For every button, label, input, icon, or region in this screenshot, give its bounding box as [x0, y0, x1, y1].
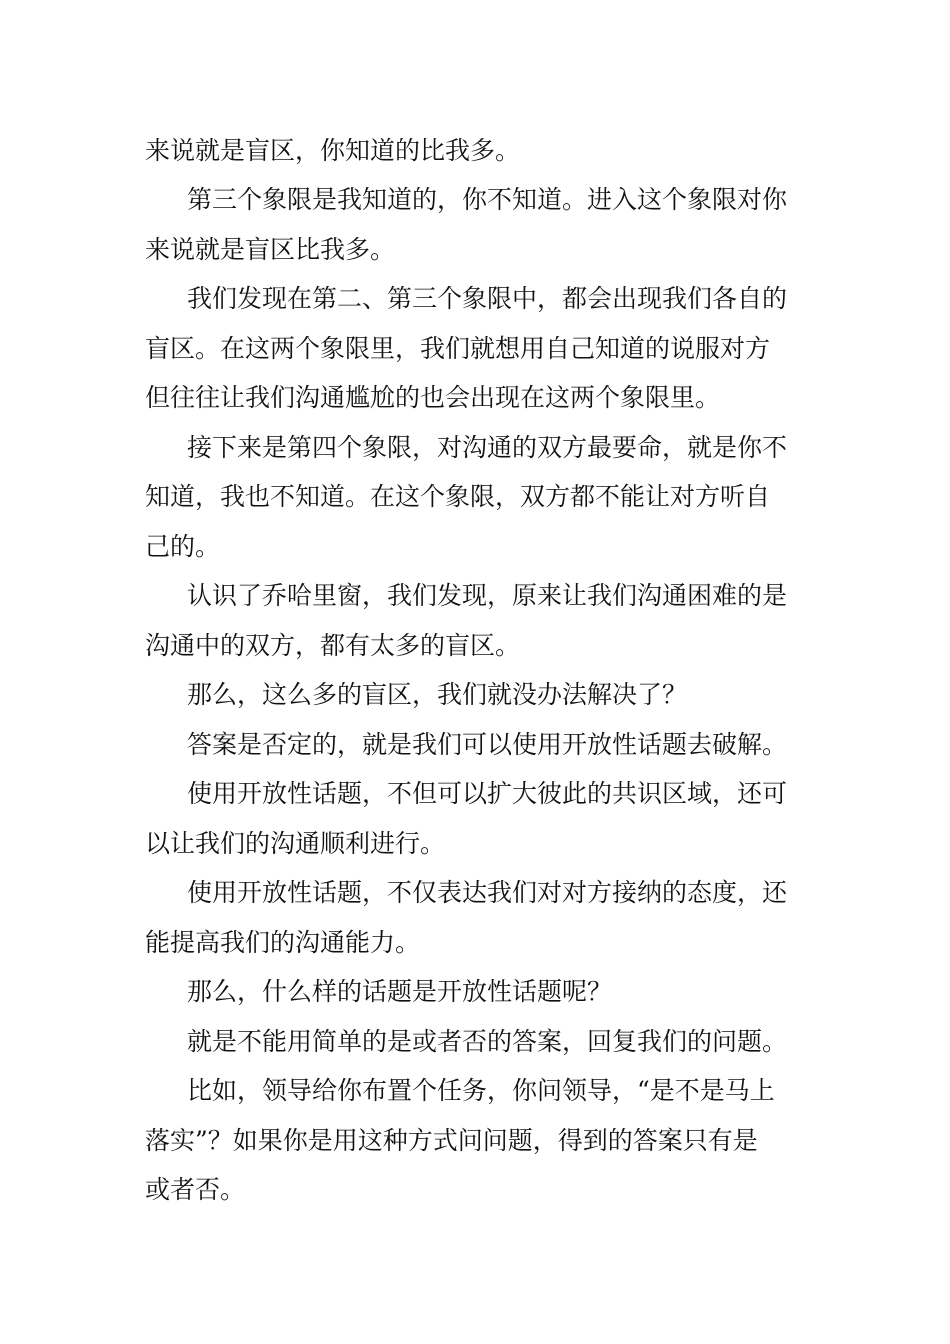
text-line: 或者否。: [145, 1175, 246, 1204]
text-line: 我们发现在第二、第三个象限中，都会出现我们各自的: [187, 284, 788, 313]
text-line: 落实”？如果你是用这种方式问问题，得到的答案只有是: [145, 1126, 758, 1155]
text-line: 第三个象限是我知道的，你不知道。进入这个象限对你: [187, 185, 788, 214]
text-line: 比如，领导给你布置个任务，你问领导，“是不是马上: [187, 1076, 775, 1105]
text-line: 来说就是盲区，你知道的比我多。: [145, 136, 521, 165]
text-line: 知道，我也不知道。在这个象限，双方都不能让对方听自: [145, 482, 771, 511]
text-line: 那么，这么多的盲区，我们就没办法解决了？: [187, 680, 688, 709]
text-line: 沟通中的双方，都有太多的盲区。: [145, 631, 521, 660]
text-line: 盲区。在这两个象限里，我们就想用自己知道的说服对方: [145, 334, 771, 363]
text-line: 但往往让我们沟通尴尬的也会出现在这两个象限里。: [145, 383, 721, 412]
text-line: 认识了乔哈里窗，我们发现，原来让我们沟通困难的是: [187, 581, 788, 610]
text-line: 使用开放性话题，不但可以扩大彼此的共识区域，还可: [187, 779, 788, 808]
text-line: 己的。: [145, 532, 221, 561]
text-line: 使用开放性话题，不仅表达我们对对方接纳的态度，还: [187, 878, 788, 907]
text-line: 以让我们的沟通顺利进行。: [145, 829, 446, 858]
text-line: 那么，什么样的话题是开放性话题呢？: [187, 977, 613, 1006]
text-line: 答案是否定的，就是我们可以使用开放性话题去破解。: [187, 730, 788, 759]
text-line: 就是不能用简单的是或者否的答案，回复我们的问题。: [187, 1027, 788, 1056]
text-line: 来说就是盲区比我多。: [145, 235, 396, 264]
text-line: 能提高我们的沟通能力。: [145, 928, 421, 957]
text-line: 接下来是第四个象限，对沟通的双方最要命，就是你不: [187, 433, 788, 462]
